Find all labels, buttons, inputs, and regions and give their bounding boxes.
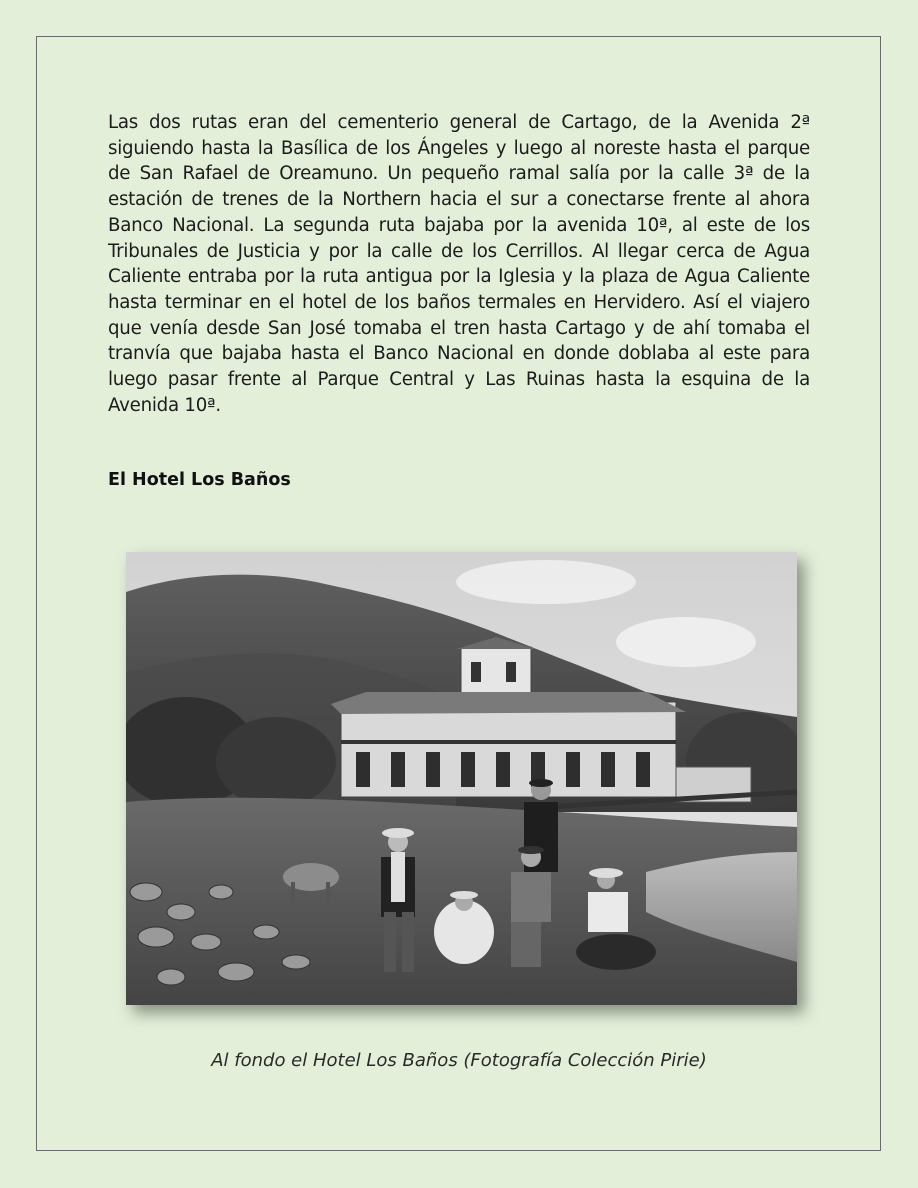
- body-paragraph: Las dos rutas eran del cementerio general de Cartago, de la Avenida 2ª siguiendo hasta la Basílica de los Ángeles y luego al noreste hasta el parque de San Rafael de Oreamuno. Un pequeño ramal salía por la calle 3ª de la estación de trenes de la Northern hacia el sur a conectarse frente al ahora Banco Nacional. La segunda ruta bajaba por la avenida 10ª, al este de los Tribunales de Justicia y por la calle de los Cerrillos. Al llegar cerca de Agua Caliente entraba por la ruta antigua por la Iglesia y la plaza de Agua Caliente hasta terminar en el hotel de los baños termales en Hervidero. Así el viajero que venía desde San José tomaba el tren hasta Cartago y de ahí tomaba el tranvía que bajaba hasta el Banco Nacional en donde doblaba al este para luego pasar frente al Parque Central y Las Ruinas hasta la esquina de la Avenida 10ª.: [108, 112, 810, 416]
- hotel-photograph: [126, 552, 797, 1005]
- section-heading: El Hotel Los Baños: [108, 470, 291, 490]
- photo-caption: Al fondo el Hotel Los Baños (Fotografía Colección Pirie): [211, 1050, 707, 1071]
